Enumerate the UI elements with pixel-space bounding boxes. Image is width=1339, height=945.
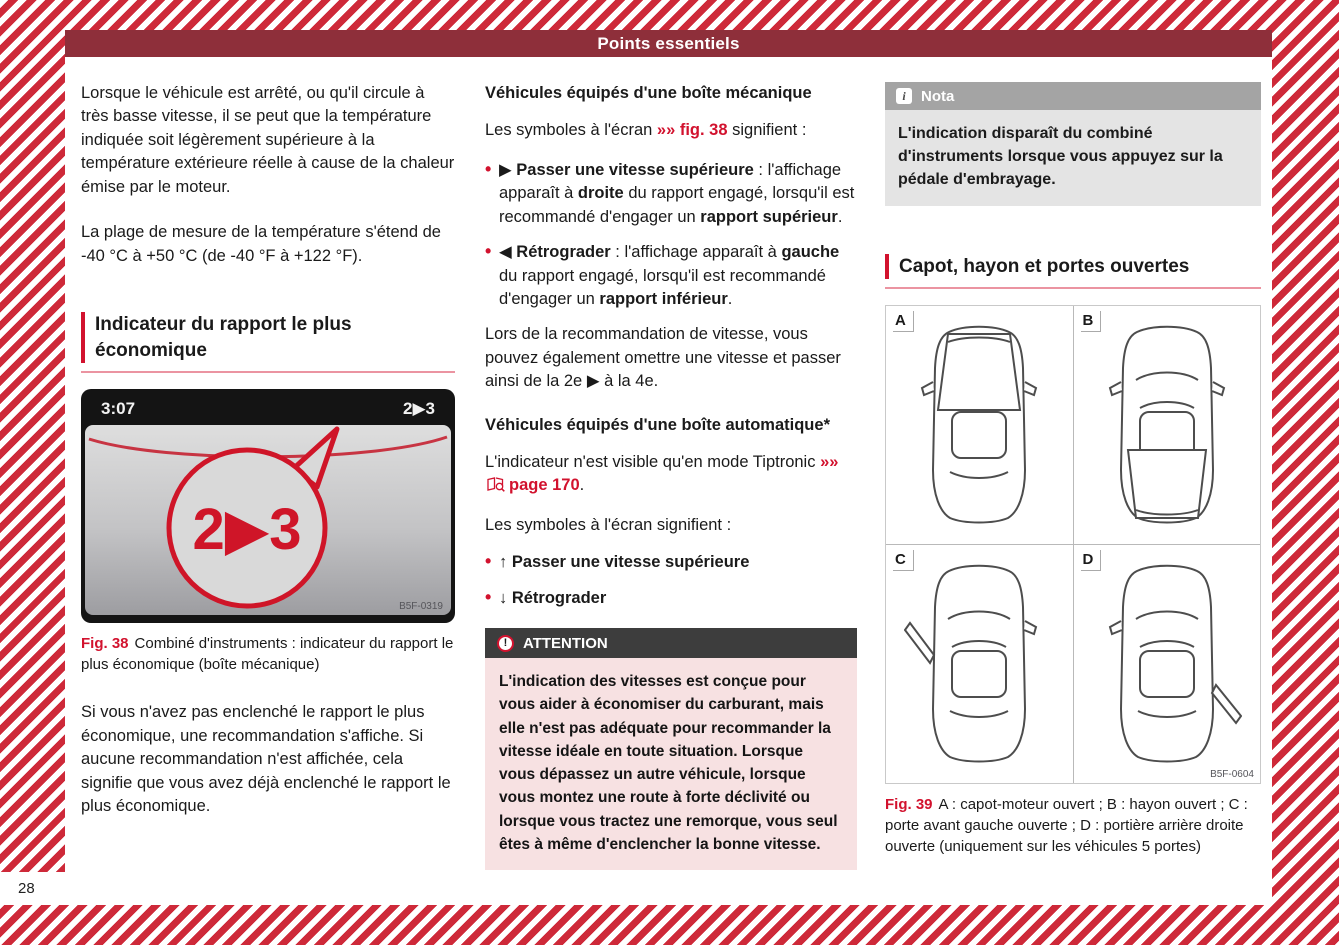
cluster-time: 3:07 bbox=[101, 399, 136, 419]
section-underline bbox=[885, 287, 1261, 289]
fig39-car-diagram bbox=[885, 305, 1261, 784]
paragraph-tiptronic bbox=[485, 451, 857, 498]
attention-body: L'indication des vitesses est conçue pour vous aider à économiser du carburant, mais elle n'est pas adéquate pour recommander la vitesse idéale en toute situation. Lorsque vous dépassez un autre véhicule, lorsque vous montez une route à forte déclivité ou lorsque vous tractez une remorque, vous seul êtes à même d'enclencher la bonne vitesse. bbox=[485, 658, 857, 870]
section-heading-doors bbox=[885, 254, 1261, 280]
car-diagram-front-left-door bbox=[886, 545, 1073, 783]
paragraph-skip-gear: Lors de la recommandation de vitesse, vous pouvez également omettre une vitesse et passer ainsi de la 2e ▶ à la 4e. bbox=[485, 325, 841, 391]
gear-recommendation-bubble bbox=[85, 425, 451, 615]
fig39-caption bbox=[885, 794, 1261, 857]
column-right bbox=[885, 82, 1261, 857]
section-title: Indicateur du rapport le plus économique bbox=[95, 313, 352, 361]
list-item-text: ◀ Rétrograder : l'affichage apparaît à gauche du rapport engagé, lorsqu'il est recommandé d'engager un rapport inférieur. bbox=[499, 243, 840, 308]
column-left bbox=[81, 82, 455, 840]
diagram-label-d: D bbox=[1081, 550, 1102, 571]
cluster-top-bar bbox=[85, 393, 451, 425]
column-middle bbox=[485, 82, 857, 870]
list-item-text: ↓ Rétrograder bbox=[499, 588, 607, 607]
manual-book-icon bbox=[487, 477, 505, 492]
warning-icon: ! bbox=[497, 635, 514, 652]
bullet-icon bbox=[485, 551, 499, 574]
bullet-icon bbox=[485, 241, 499, 311]
nota-header bbox=[885, 82, 1261, 110]
paragraph-temperature: Lorsque le véhicule est arrêté, ou qu'il circule à très basse vitesse, il se peut que la température indiquée soit légèrement supérieure à la température extérieure réelle à cause de la chaleur émise par le moteur. bbox=[81, 84, 455, 196]
diagram-label-b: B bbox=[1081, 311, 1102, 332]
section-accent-bar bbox=[81, 312, 85, 363]
list-item-text: ↑ Passer une vitesse supérieure bbox=[499, 553, 750, 572]
cluster-gear-indicator: 2▶3 bbox=[403, 399, 435, 419]
list-item-auto-downshift bbox=[485, 587, 857, 610]
section-accent-bar bbox=[885, 254, 889, 280]
car-diagram-hood-open bbox=[886, 306, 1073, 544]
bullet-icon bbox=[485, 587, 499, 610]
tiptronic-text: L'indicateur n'est visible qu'en mode Tiptronic »» bbox=[485, 453, 839, 472]
bubble-gear-text: 2▶3 bbox=[192, 497, 302, 563]
bullet-icon bbox=[485, 159, 499, 229]
attention-title: ATTENTION bbox=[523, 634, 608, 652]
info-icon: i bbox=[896, 88, 912, 104]
list-item-auto-upshift bbox=[485, 551, 857, 574]
car-diagram-hatch-open bbox=[1074, 306, 1261, 544]
attention-header bbox=[485, 628, 857, 658]
content-area bbox=[65, 30, 1272, 905]
list-item-upshift bbox=[485, 159, 857, 229]
cluster-screen bbox=[85, 425, 451, 615]
page-number: 28 bbox=[18, 880, 35, 897]
attention-box bbox=[485, 628, 857, 870]
fig38-caption-label: Fig. 38 bbox=[81, 635, 129, 653]
car-top-view-rear-door bbox=[1092, 559, 1242, 769]
fig39-caption-label: Fig. 39 bbox=[885, 796, 933, 814]
paragraph-symbols-intro: Les symboles à l'écran »» fig. 38 signifient : bbox=[485, 121, 807, 140]
image-code: B5F-0319 bbox=[399, 601, 443, 613]
list-item-downshift bbox=[485, 241, 857, 311]
car-top-view-front-door bbox=[904, 559, 1054, 769]
heading-automatic-gearbox: Véhicules équipés d'une boîte automatique* bbox=[485, 415, 830, 434]
image-code: B5F-0604 bbox=[1210, 769, 1254, 781]
fig38-caption bbox=[81, 633, 455, 675]
sentence-end: . bbox=[579, 476, 585, 495]
paragraph-recommendation: Si vous n'avez pas enclenché le rapport le plus économique, une recommandation s'affiche. Si aucune recommandation n'est affichée, cela signifie que vous avez déjà enclenché le rapport le plus économique. bbox=[81, 703, 451, 815]
car-diagram-rear-right-door bbox=[1074, 545, 1261, 783]
section-underline bbox=[81, 371, 455, 373]
page-reference: page 170 bbox=[509, 476, 580, 495]
page-header bbox=[65, 30, 1272, 57]
fig39-caption-text: A : capot-moteur ouvert ; B : hayon ouvert ; C : porte avant gauche ouverte ; D : portière arrière droite ouverte (uniquement sur les véhicules 5 portes) bbox=[885, 796, 1248, 856]
diagram-label-c: C bbox=[893, 550, 914, 571]
car-top-view-hatch bbox=[1092, 320, 1242, 530]
diagram-label-a: A bbox=[893, 311, 914, 332]
list-item-text: ▶ Passer une vitesse supérieure : l'affichage apparaît à droite du rapport engagé, lorsqu'il est recommandé d'engager un rapport supérieur. bbox=[499, 160, 855, 226]
nota-body: L'indication disparaît du combiné d'instruments lorsque vous appuyez sur la pédale d'embrayage. bbox=[885, 110, 1261, 206]
paragraph-range: La plage de mesure de la température s'étend de -40 °C à +50 °C (de -40 °F à +122 °F). bbox=[81, 223, 441, 265]
page-header-title: Points essentiels bbox=[597, 33, 740, 53]
section-title: Capot, hayon et portes ouvertes bbox=[899, 255, 1190, 277]
paragraph-symbols: Les symboles à l'écran signifient : bbox=[485, 515, 732, 534]
fig38-cluster-image bbox=[81, 389, 455, 623]
nota-title: Nota bbox=[921, 87, 955, 105]
fig38-caption-text: Combiné d'instruments : indicateur du rapport le plus économique (boîte mécanique) bbox=[81, 635, 454, 674]
nota-box bbox=[885, 82, 1261, 206]
section-heading-eco bbox=[81, 312, 455, 363]
heading-mechanical-gearbox: Véhicules équipés d'une boîte mécanique bbox=[485, 84, 812, 102]
car-top-view-hood bbox=[904, 320, 1054, 530]
